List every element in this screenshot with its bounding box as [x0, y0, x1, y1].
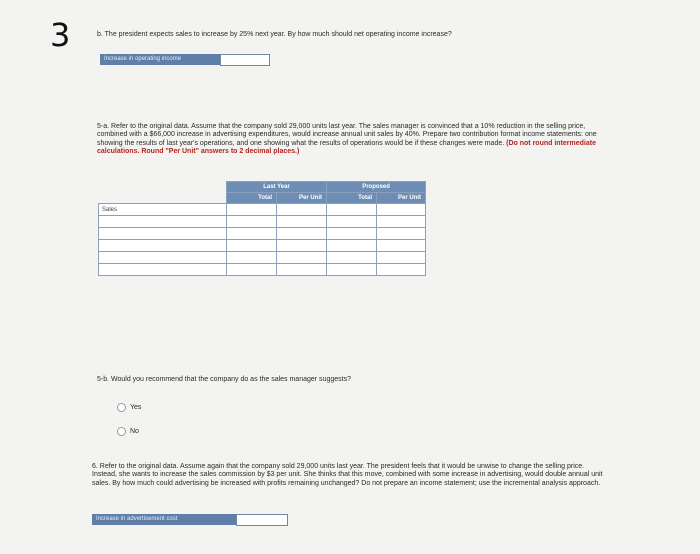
cell-text-input[interactable]	[227, 228, 276, 237]
cell-input[interactable]	[327, 204, 377, 216]
radio-yes[interactable]	[117, 403, 141, 412]
table-sub-header-row	[99, 193, 426, 204]
cell-input[interactable]	[327, 252, 377, 264]
cell-input[interactable]	[227, 264, 277, 276]
cell-input[interactable]	[377, 216, 426, 228]
cell-input[interactable]	[377, 252, 426, 264]
cell-input[interactable]	[377, 240, 426, 252]
cell-input[interactable]	[277, 216, 327, 228]
question-5b: 5-b. Would you recommend that the company do as the sales manager suggests?	[97, 376, 351, 383]
answer-row-b	[100, 54, 270, 66]
question-5a	[97, 123, 604, 157]
cell-text-input[interactable]	[227, 204, 276, 213]
cell-text-input[interactable]	[277, 240, 326, 249]
cell-text-input[interactable]	[377, 204, 425, 213]
cell-input[interactable]	[277, 264, 327, 276]
cell-text-input[interactable]	[377, 216, 425, 225]
cell-text-input[interactable]	[377, 240, 425, 249]
cell-text-input[interactable]	[327, 240, 376, 249]
table-row-sales	[99, 204, 426, 216]
answer-label-operating-income: Increase in operating income	[100, 54, 220, 65]
row-label-input[interactable]	[99, 228, 227, 240]
cell-input[interactable]	[327, 264, 377, 276]
question-5a-emphasis: (Do not round intermediate calculations. Round "Per Unit" answers to 2 decimal places.)	[97, 139, 596, 156]
table-row	[99, 216, 426, 228]
cell-text-input[interactable]	[327, 216, 376, 225]
cell-text-input[interactable]	[327, 204, 376, 213]
row-label-text-input[interactable]	[102, 264, 226, 273]
table-row	[99, 252, 426, 264]
cell-input[interactable]	[277, 240, 327, 252]
cell-input[interactable]	[277, 204, 327, 216]
row-label-input[interactable]	[99, 252, 227, 264]
cell-input[interactable]	[227, 228, 277, 240]
cell-input[interactable]	[227, 216, 277, 228]
cell-input[interactable]	[327, 228, 377, 240]
answer-row-6	[92, 514, 288, 526]
cell-input[interactable]	[327, 240, 377, 252]
radio-no-label: No	[130, 428, 139, 435]
cell-text-input[interactable]	[377, 252, 425, 261]
answer-label-advertisement-cost: Increase in advertisement cost	[92, 514, 236, 525]
table-corner	[99, 182, 227, 193]
cell-text-input[interactable]	[327, 264, 376, 273]
radio-yes-circle[interactable]	[117, 403, 126, 412]
table-corner-2	[99, 193, 227, 204]
question-b: b. The president expects sales to increase by 25% next year. By how much should net operating income increase?	[97, 31, 452, 38]
cell-input[interactable]	[377, 264, 426, 276]
question-5a-text: 5-a. Refer to the original data. Assume that the company sold 29,000 units last year. The sales manager is convinced that a 10% reduction in the selling price, combined with a $66,000 increase in advertising expenditures, would increase annual unit sales by 40%. Prepare two contribution format income statements: one showing the results of last year's operations, and one showing what the results of operations would be if these changes were made.	[97, 123, 597, 147]
cell-text-input[interactable]	[377, 228, 425, 237]
cell-input[interactable]	[277, 228, 327, 240]
cell-input[interactable]	[377, 204, 426, 216]
table-row	[99, 240, 426, 252]
cell-text-input[interactable]	[377, 264, 425, 273]
table-row	[99, 228, 426, 240]
row-label-input[interactable]	[99, 216, 227, 228]
advertisement-cost-input[interactable]	[236, 514, 288, 526]
table-group-header-row	[99, 182, 426, 193]
cell-text-input[interactable]	[327, 228, 376, 237]
cell-text-input[interactable]	[227, 240, 276, 249]
cell-input[interactable]	[227, 240, 277, 252]
radio-yes-label: Yes	[130, 404, 142, 411]
cell-text-input[interactable]	[327, 252, 376, 261]
cell-input[interactable]	[227, 252, 277, 264]
cell-input[interactable]	[277, 252, 327, 264]
row-label-text-input[interactable]	[102, 240, 226, 249]
cell-input[interactable]	[377, 228, 426, 240]
cell-input[interactable]	[327, 216, 377, 228]
operating-income-input[interactable]	[220, 54, 270, 66]
header-last-year: Last Year	[227, 182, 327, 193]
row-label-input[interactable]	[99, 264, 227, 276]
row-label-text-input[interactable]	[102, 252, 226, 261]
cell-text-input[interactable]	[277, 264, 326, 273]
cell-text-input[interactable]	[227, 264, 276, 273]
table-row	[99, 264, 426, 276]
cell-text-input[interactable]	[227, 252, 276, 261]
row-label: Sales	[99, 204, 227, 216]
cell-text-input[interactable]	[277, 228, 326, 237]
row-label-input[interactable]	[99, 240, 227, 252]
cell-text-input[interactable]	[277, 252, 326, 261]
page-number: 3	[50, 16, 71, 54]
question-6: 6. Refer to the original data. Assume again that the company sold 29,000 units last year. The president feels that it would be unwise to change the selling price. Instead, she wants to increase the sales commission by $3 per unit. She thinks that this move, combined with some increase in advertising, would double annual unit sales. By how much could advertising be increased with profits remaining unchanged? Do not prepare an income statement; use the incremental analysis approach.	[92, 463, 603, 487]
header-proposed-per-unit: Per Unit	[377, 193, 426, 204]
cell-text-input[interactable]	[277, 216, 326, 225]
header-proposed-total: Total	[327, 193, 377, 204]
header-last-year-total: Total	[227, 193, 277, 204]
header-last-year-per-unit: Per Unit	[277, 193, 327, 204]
row-label-text-input[interactable]	[102, 216, 226, 225]
header-proposed: Proposed	[327, 182, 426, 193]
cell-text-input[interactable]	[277, 204, 326, 213]
radio-no[interactable]	[117, 427, 139, 436]
cell-input[interactable]	[227, 204, 277, 216]
cell-text-input[interactable]	[227, 216, 276, 225]
income-statement-table	[98, 181, 426, 276]
row-label-text-input[interactable]	[102, 228, 226, 237]
radio-no-circle[interactable]	[117, 427, 126, 436]
